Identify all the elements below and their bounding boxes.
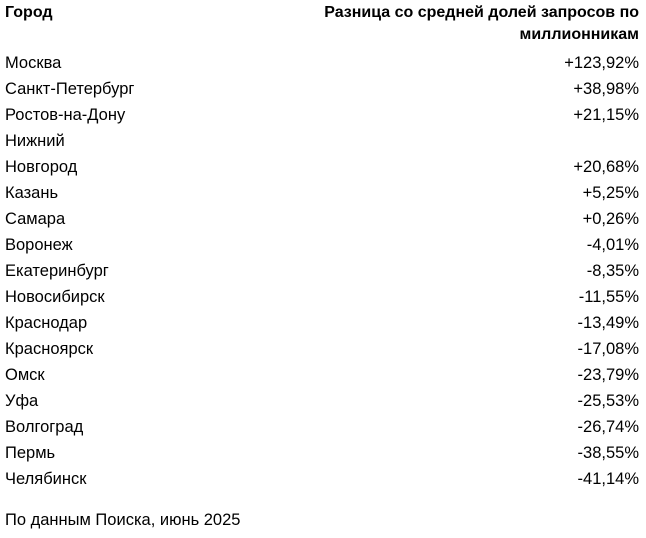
table-row bbox=[5, 180, 639, 206]
header-city: Город bbox=[5, 4, 53, 21]
row-value: -8,35% bbox=[586, 262, 639, 280]
row-value: -11,55% bbox=[578, 288, 639, 306]
table-row bbox=[5, 310, 639, 336]
row-city: Воронеж bbox=[5, 236, 73, 254]
row-city: Самара bbox=[5, 210, 66, 228]
table-row bbox=[5, 414, 639, 440]
row-city: Красноярск bbox=[5, 340, 94, 358]
row-city: Краснодар bbox=[5, 314, 88, 332]
row-value: -4,01% bbox=[586, 236, 639, 254]
row-value: +0,26% bbox=[582, 210, 639, 228]
table-row bbox=[5, 284, 639, 310]
table-row bbox=[5, 206, 639, 232]
row-value: -13,49% bbox=[577, 314, 639, 332]
row-city: Ростов-на-Дону bbox=[5, 106, 126, 124]
row-value: +5,25% bbox=[582, 184, 639, 202]
city-query-table bbox=[5, 2, 639, 492]
row-value: -17,08% bbox=[577, 340, 639, 358]
table-row bbox=[5, 102, 639, 128]
row-city: Казань bbox=[5, 184, 59, 202]
table-row bbox=[5, 362, 639, 388]
row-value: +38,98% bbox=[573, 80, 639, 98]
row-city: Уфа bbox=[5, 392, 39, 410]
table-row bbox=[5, 440, 639, 466]
row-value: -26,74% bbox=[577, 418, 639, 436]
table-row bbox=[5, 76, 639, 102]
header-difference: Разница со средней долей запросов по миллионникам bbox=[324, 4, 639, 43]
table-row bbox=[5, 466, 639, 492]
table-row bbox=[5, 50, 639, 76]
row-value: +21,15% bbox=[573, 106, 639, 124]
row-value: -41,14% bbox=[577, 470, 639, 488]
table-row bbox=[5, 232, 639, 258]
row-value: -25,53% bbox=[577, 392, 639, 410]
row-city: Нижний Новгород bbox=[5, 132, 78, 176]
table-row bbox=[5, 388, 639, 414]
row-value: +123,92% bbox=[564, 54, 639, 72]
row-value: +20,68% bbox=[573, 158, 639, 176]
table-row bbox=[5, 128, 639, 180]
row-value: -38,55% bbox=[577, 444, 639, 462]
table-row bbox=[5, 258, 639, 284]
row-city: Челябинск bbox=[5, 470, 87, 488]
row-city: Санкт-Петербург bbox=[5, 80, 135, 98]
row-city: Москва bbox=[5, 54, 62, 72]
table-row bbox=[5, 336, 639, 362]
table-header bbox=[5, 2, 639, 50]
row-city: Екатеринбург bbox=[5, 262, 109, 280]
row-city: Омск bbox=[5, 366, 45, 384]
source-footnote: По данным Поиска, июнь 2025 bbox=[5, 511, 241, 529]
row-value: -23,79% bbox=[577, 366, 639, 384]
row-city: Волгоград bbox=[5, 418, 84, 436]
row-city: Пермь bbox=[5, 444, 56, 462]
row-city: Новосибирск bbox=[5, 288, 105, 306]
